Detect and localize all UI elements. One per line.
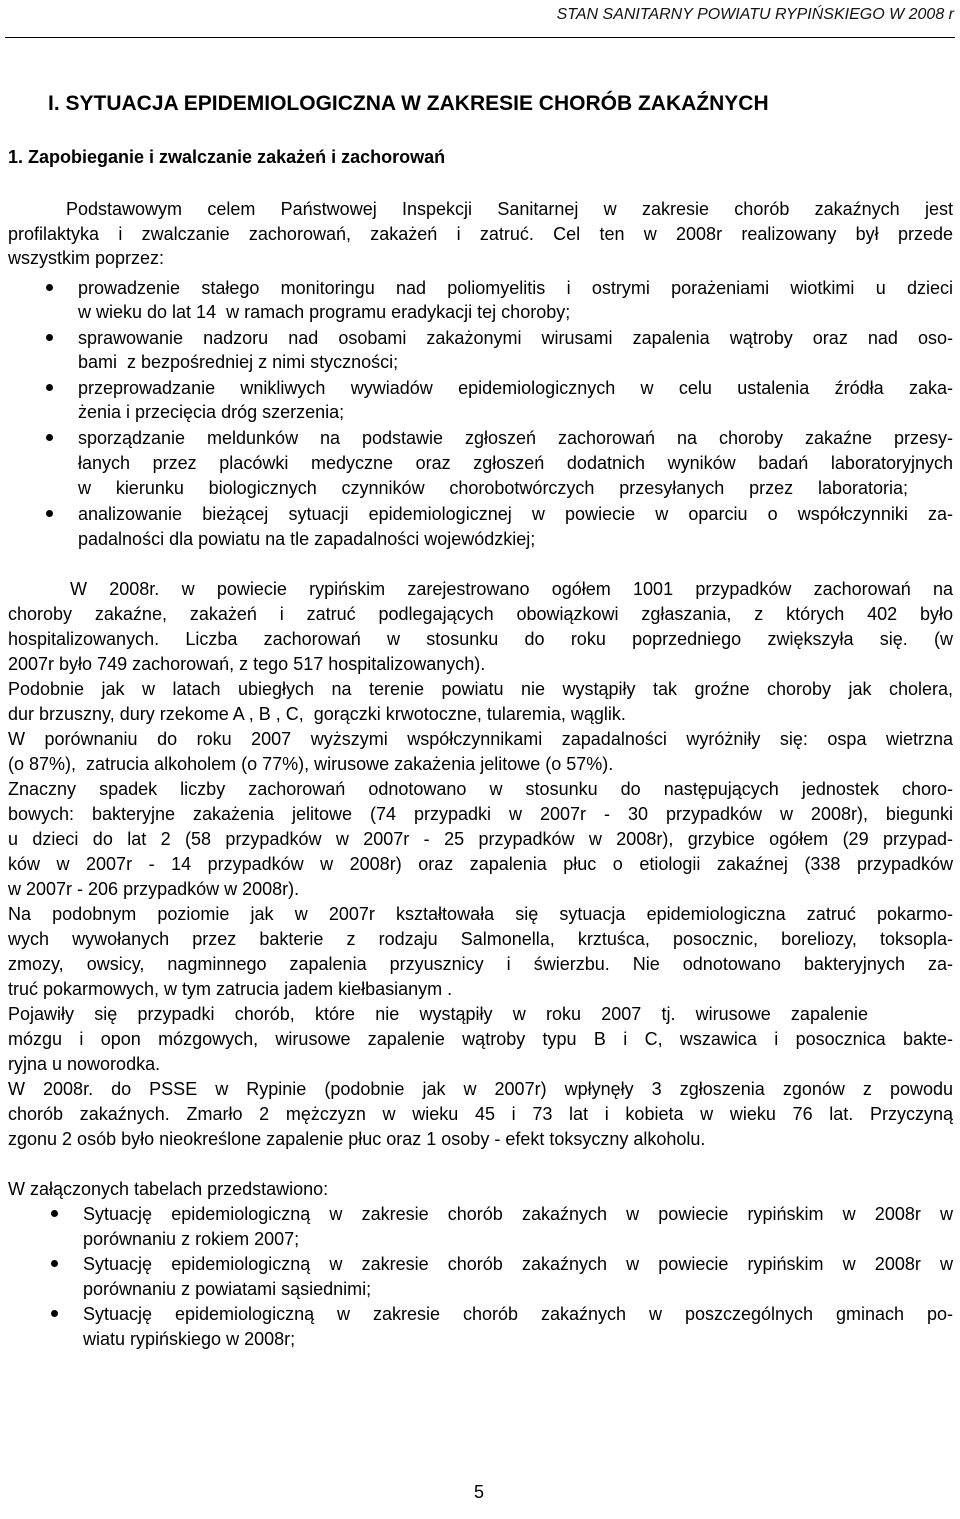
tables-intro: W załączonych tabelach przedstawiono:	[8, 1179, 329, 1199]
list-item-line: porównaniu z rokiem 2007;	[83, 1229, 300, 1249]
body-line: Znaczny spadek liczby zachorowań odnotowano w stosunku do następujących jednostek choro-	[8, 779, 953, 799]
bullet-icon	[46, 434, 53, 441]
list-item-line: wiatu rypińskiego w 2008r;	[83, 1329, 296, 1349]
body-line: Pojawiły się przypadki chorób, które nie wystąpiły w roku 2007 tj. wirusowe zapalenie	[8, 1004, 868, 1024]
body-line: wych wywołanych przez bakterie z rodzaju Salmonella, krztuśca, posocznic, boreliozy, toksopla-	[8, 929, 953, 949]
body-line: W 2008r. do PSSE w Rypinie (podobnie jak w 2007r) wpłynęły 3 zgłoszenia zgonów z powodu	[8, 1079, 953, 1099]
intro-line: Podstawowym celem Państwowej Inspekcji Sanitarnej w zakresie chorób zakaźnych jest	[66, 199, 953, 219]
list-item-line: bami z bezpośredniej z nimi styczności;	[78, 352, 399, 372]
list-item-line: łanych przez placówki medyczne oraz zgłoszeń dodatnich wyników badań laboratoryjnych	[78, 453, 953, 473]
body-line: dur brzuszny, dury rzekome A , B , C, gorączki krwotoczne, tularemia, wąglik.	[8, 704, 626, 724]
bullet-icon	[46, 284, 53, 291]
intro-line: profilaktyka i zwalczanie zachorowań, zakażeń i zatruć. Cel ten w 2008r realizowany był przede	[8, 224, 953, 244]
body-line: zmozy, owsicy, nagminnego zapalenia przyusznicy i świerzbu. Nie odnotowano bakteryjnych za-	[8, 954, 953, 974]
list-item-line: Sytuację epidemiologiczną w zakresie chorób zakaźnych w poszczególnych gminach po-	[83, 1304, 953, 1324]
body-line: Na podobnym poziomie jak w 2007r kształtowała się sytuacja epidemiologiczna zatruć pokarmo-	[8, 904, 953, 924]
list-item-line: sprawowanie nadzoru nad osobami zakażonymi wirusami zapalenia wątroby oraz nad oso-	[78, 328, 953, 348]
bullet-icon	[51, 1310, 58, 1317]
list-item-line: przeprowadzanie wnikliwych wywiadów epidemiologicznych w celu ustalenia źródła zaka-	[78, 378, 953, 398]
list-item-line: żenia i przecięcia dróg szerzenia;	[78, 402, 345, 422]
bullet-icon	[46, 510, 53, 517]
body-line: truć pokarmowych, w tym zatrucia jadem kiełbasianym .	[8, 979, 453, 999]
list-item-line: sporządzanie meldunków na podstawie zgłoszeń zachorowań na choroby zakaźne przesy-	[78, 428, 953, 448]
body-line: ków w 2007r - 14 przypadków w 2008r) oraz zapalenia płuc o etiologii zakaźnej (338 przypadków	[8, 854, 953, 874]
body-line: choroby zakaźne, zakażeń i zatruć podlegających obowiązkowi zgłaszania, z których 402 było	[8, 604, 953, 624]
bullet-icon	[51, 1260, 58, 1267]
list-item-line: padalności dla powiatu na tle zapadalności wojewódzkiej;	[78, 529, 536, 549]
list-item-line: porównaniu z powiatami sąsiednimi;	[83, 1279, 372, 1299]
bullet-icon	[46, 334, 53, 341]
running-header: STAN SANITARNY POWIATU RYPIŃSKIEGO W 2008 r	[556, 6, 954, 23]
body-line: w 2007r - 206 przypadków w 2008r).	[8, 879, 300, 899]
intro-line: wszystkim poprzez:	[8, 248, 165, 268]
body-line: (o 87%), zatrucia alkoholem (o 77%), wirusowe zakażenia jelitowe (o 57%).	[8, 754, 614, 774]
section-heading: 1. Zapobieganie i zwalczanie zakażeń i zachorowań	[8, 147, 446, 167]
header-rule	[5, 37, 955, 38]
chapter-title: I. SYTUACJA EPIDEMIOLOGICZNA W ZAKRESIE CHORÓB ZAKAŹNYCH	[48, 92, 769, 115]
list-item-line: Sytuację epidemiologiczną w zakresie chorób zakaźnych w powiecie rypińskim w 2008r w	[83, 1204, 953, 1224]
body-line: ryjna u noworodka.	[8, 1054, 161, 1074]
bullet-icon	[51, 1210, 58, 1217]
list-item-line: w wieku do lat 14 w ramach programu eradykacji tej choroby;	[78, 302, 571, 322]
body-line: zgonu 2 osób było nieokreślone zapalenie płuc oraz 1 osoby - efekt toksyczny alkoholu.	[8, 1129, 706, 1149]
body-line: Podobnie jak w latach ubiegłych na terenie powiatu nie wystąpiły tak groźne choroby jak cholera,	[8, 679, 953, 699]
body-line: hospitalizowanych. Liczba zachorowań w stosunku do roku poprzedniego zwiększyła się. (w	[8, 629, 953, 649]
body-line: W porównaniu do roku 2007 wyższymi współczynnikami zapadalności wyróżniły się: ospa wietrzna	[8, 729, 953, 749]
page-number: 5	[474, 1482, 485, 1502]
bullet-icon	[46, 384, 53, 391]
body-line: u dzieci do lat 2 (58 przypadków w 2007r - 25 przypadków w 2008r), grzybice ogółem (29 przypad-	[8, 829, 953, 849]
body-line: mózgu i opon mózgowych, wirusowe zapalenie wątroby typu B i C, wszawica i posocznica bakte-	[8, 1029, 953, 1049]
body-line: W 2008r. w powiecie rypińskim zarejestrowano ogółem 1001 przypadków zachorowań na	[70, 579, 953, 599]
list-item-line: w kierunku biologicznych czynników chorobotwórczych przesyłanych przez laboratoria;	[78, 478, 908, 498]
body-line: bowych: bakteryjne zakażenia jelitowe (74 przypadki w 2007r - 30 przypadków w 2008r), biegunki	[8, 804, 953, 824]
list-item-line: prowadzenie stałego monitoringu nad poliomyelitis i ostrymi porażeniami wiotkimi u dzieci	[78, 278, 953, 298]
list-item-line: Sytuację epidemiologiczną w zakresie chorób zakaźnych w powiecie rypińskim w 2008r w	[83, 1254, 953, 1274]
list-item-line: analizowanie bieżącej sytuacji epidemiologicznej w powiecie w oparciu o współczynniki za-	[78, 504, 953, 524]
body-line: 2007r było 749 zachorowań, z tego 517 hospitalizowanych).	[8, 654, 486, 674]
body-line: chorób zakaźnych. Zmarło 2 mężczyzn w wieku 45 i 73 lat i kobieta w wieku 76 lat. Przyczyną	[8, 1104, 953, 1124]
